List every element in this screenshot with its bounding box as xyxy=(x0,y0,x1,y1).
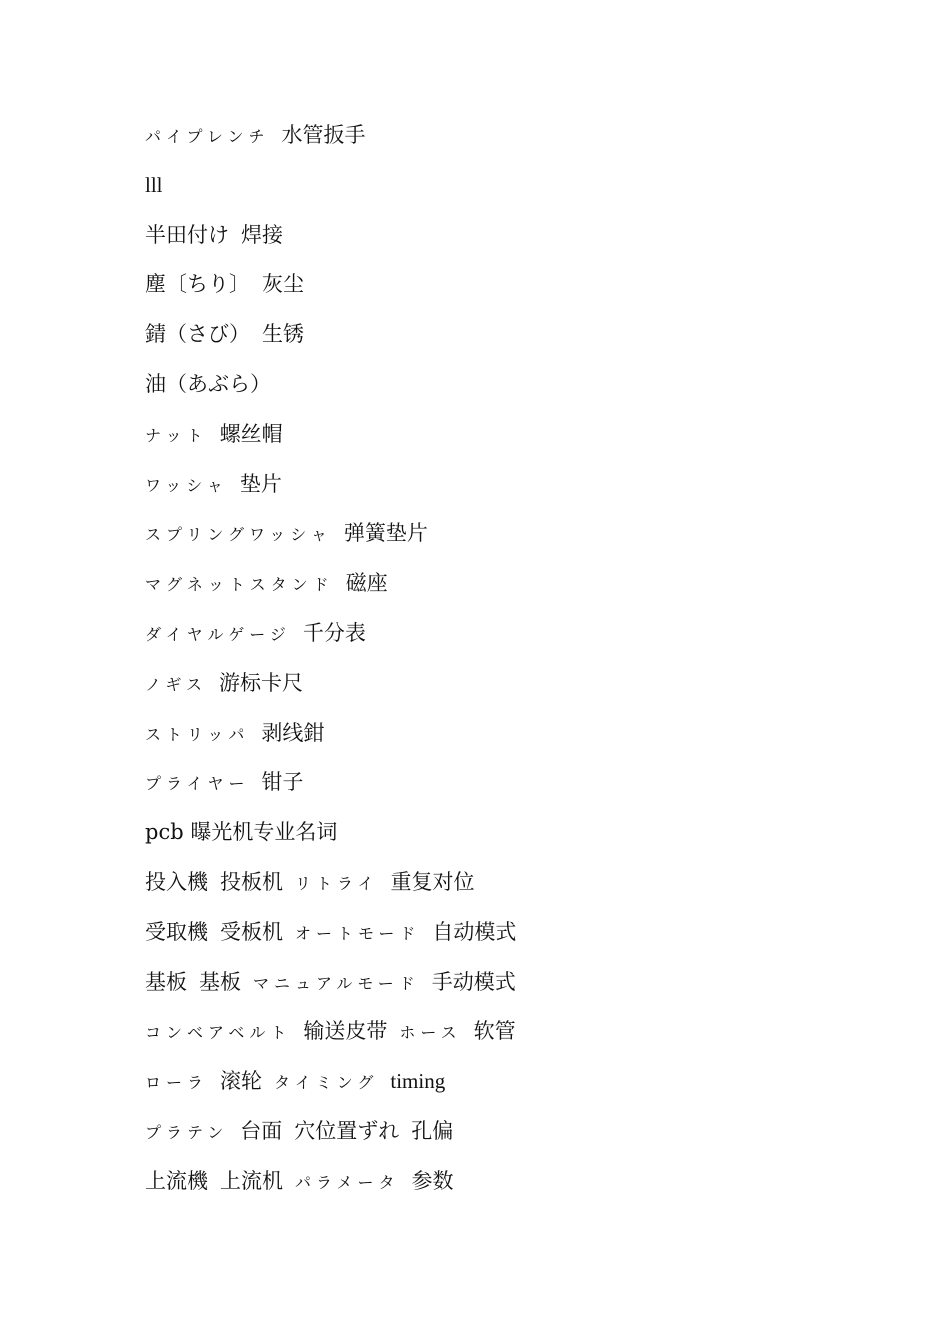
katakana-term: マニュアルモード xyxy=(253,973,420,993)
term-text: 剥线鉗 xyxy=(261,720,325,745)
term-text: 上流机 xyxy=(220,1168,283,1193)
term-text: 手动模式 xyxy=(431,969,516,994)
term-text: 参数 xyxy=(411,1168,454,1193)
glossary-line xyxy=(145,615,905,665)
term-text: 台面 xyxy=(240,1118,283,1143)
term-text: 钳子 xyxy=(261,770,304,795)
glossary-line xyxy=(145,466,905,516)
glossary-line xyxy=(145,266,905,316)
glossary-line xyxy=(145,764,905,814)
term-text: timing xyxy=(390,1069,446,1094)
term-text: 游标卡尺 xyxy=(219,670,304,695)
glossary-line xyxy=(145,1163,905,1213)
katakana-term: リトライ xyxy=(295,873,379,893)
glossary-line xyxy=(145,366,905,416)
glossary-line xyxy=(145,864,905,914)
katakana-term: マグネットスタンド xyxy=(145,575,334,595)
katakana-term: ストリッパ xyxy=(145,724,250,744)
katakana-term: ホース xyxy=(399,1023,462,1043)
katakana-term: パラメータ xyxy=(295,1172,400,1192)
katakana-term: ワッシャ xyxy=(145,475,228,495)
glossary-line xyxy=(145,167,905,217)
term-text: 输送皮带 xyxy=(303,1019,388,1044)
glossary-lines xyxy=(145,117,905,1213)
glossary-line xyxy=(145,117,905,167)
term-text: 穴位置ずれ xyxy=(294,1118,400,1143)
katakana-term: タイミング xyxy=(274,1073,379,1093)
glossary-line xyxy=(145,914,905,964)
katakana-term: オートモード xyxy=(295,923,421,943)
term-text: 自动模式 xyxy=(432,919,517,944)
term-text: 基板 xyxy=(199,969,241,994)
glossary-line xyxy=(145,316,905,366)
katakana-term: プラテン xyxy=(145,1122,229,1142)
katakana-term: ダイヤルゲージ xyxy=(145,624,291,644)
term-text: pcb 曝光机专业名词 xyxy=(145,820,338,845)
term-text: 基板 xyxy=(145,969,187,994)
term-text: 螺丝帽 xyxy=(219,421,283,446)
term-text: 焊接 xyxy=(241,222,283,247)
term-text: 垫片 xyxy=(239,471,282,496)
term-text: 錆（さび） xyxy=(145,322,250,347)
term-text: 半田付け xyxy=(145,222,229,247)
term-text: 软管 xyxy=(473,1019,516,1044)
glossary-line xyxy=(145,814,905,864)
term-text: 千分表 xyxy=(302,620,366,645)
glossary-line xyxy=(145,715,905,765)
term-text: 孔偏 xyxy=(411,1118,454,1143)
katakana-term: ナット xyxy=(145,425,208,445)
katakana-term: コンベアベルト xyxy=(145,1023,292,1043)
katakana-term: ローラ xyxy=(145,1073,209,1093)
glossary-line xyxy=(145,515,905,565)
term-text: 油（あぶら） xyxy=(145,371,271,396)
term-text: 磁座 xyxy=(345,571,388,596)
term-text: 投板机 xyxy=(220,869,283,894)
term-text: lll xyxy=(145,172,163,197)
katakana-term: パイプレンチ xyxy=(145,127,270,146)
term-text: 受取機 xyxy=(145,919,208,944)
term-text: 重复对位 xyxy=(390,869,475,894)
term-text: 滚轮 xyxy=(220,1069,263,1094)
term-text: 受板机 xyxy=(220,919,283,944)
katakana-term: ノギス xyxy=(145,674,208,694)
glossary-line xyxy=(145,964,905,1014)
glossary-line xyxy=(145,1013,905,1063)
term-text: 弹簧垫片 xyxy=(343,521,428,546)
glossary-line xyxy=(145,665,905,715)
term-text: 水管扳手 xyxy=(281,123,366,147)
katakana-term: プライヤー xyxy=(145,774,250,794)
glossary-line xyxy=(145,1063,905,1113)
glossary-line xyxy=(145,416,905,466)
glossary-line xyxy=(145,217,905,267)
glossary-line xyxy=(145,565,905,615)
term-text: 灰尘 xyxy=(262,272,304,297)
term-text: 投入機 xyxy=(145,869,208,894)
glossary-line xyxy=(145,1113,905,1163)
katakana-term: スプリングワッシャ xyxy=(145,525,332,545)
term-text: 上流機 xyxy=(145,1168,208,1193)
term-text: 塵〔ちり〕 xyxy=(145,272,250,297)
term-text: 生锈 xyxy=(262,322,304,347)
